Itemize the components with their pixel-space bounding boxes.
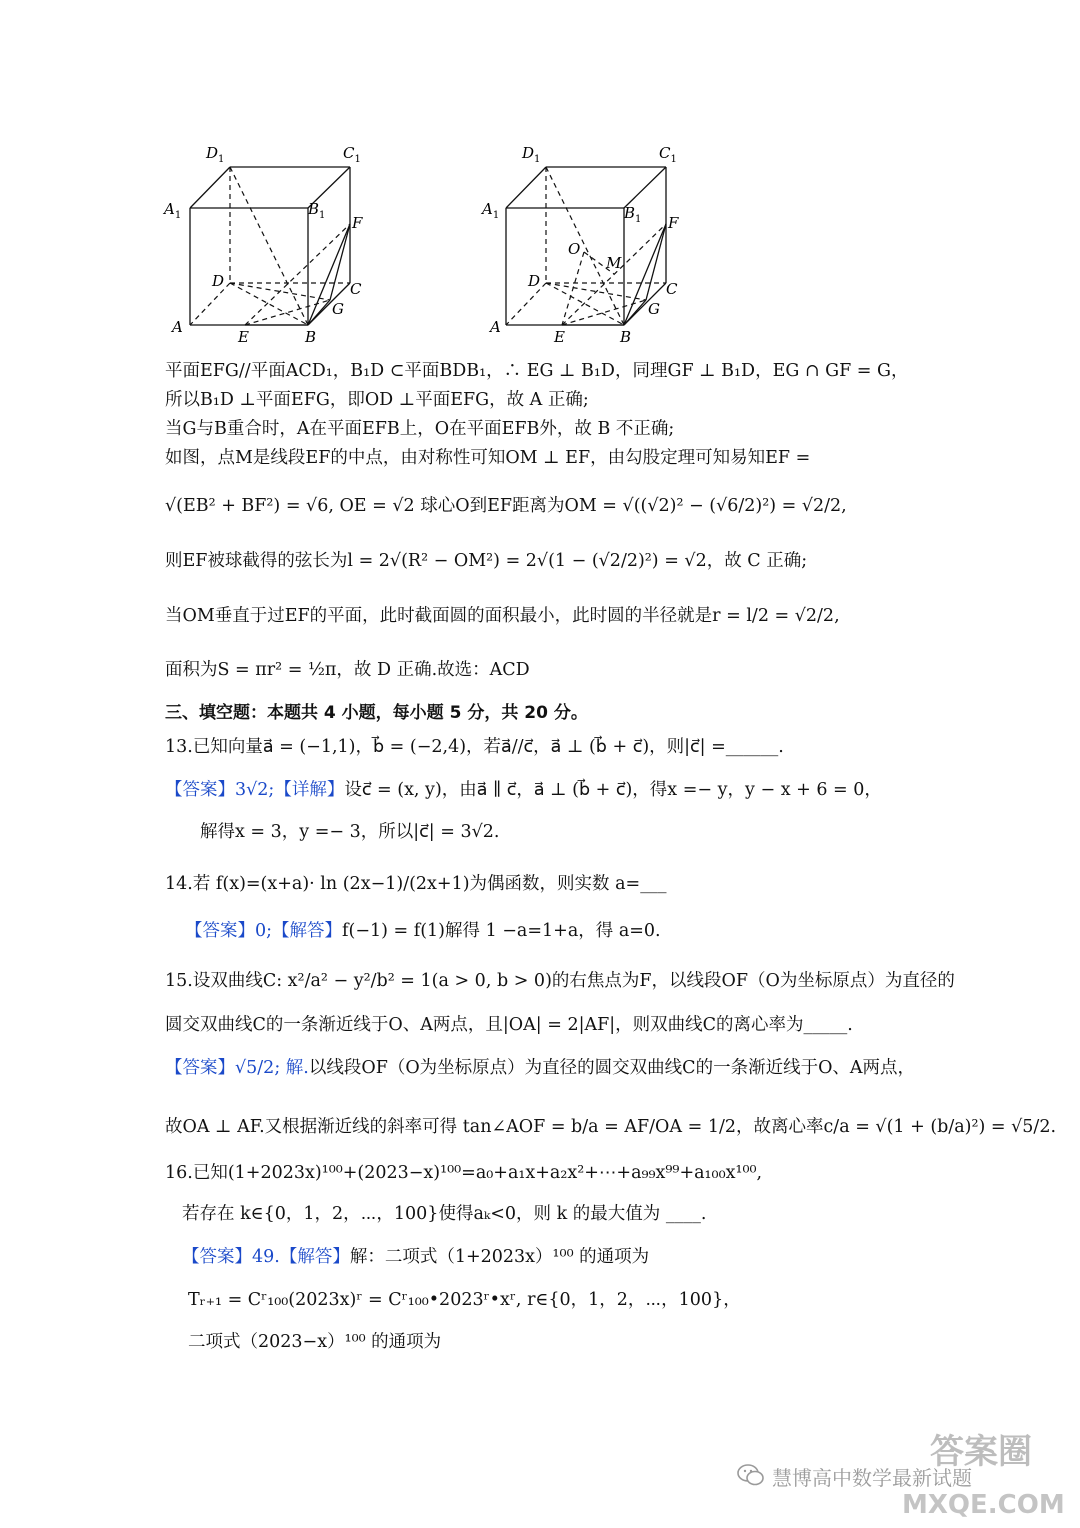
answer-16-line-2: Tᵣ₊₁ = Cʳ₁₀₀(2023x)ʳ = Cʳ₁₀₀•2023ʳ•xʳ, r∈{0，1，2，⋯，100}，: [188, 1290, 741, 1310]
answer-13-line-2: 解得x = 3，y =− 3，所以|c⃗| = 3√2.: [200, 822, 500, 842]
label-A1: $A_1$: [482, 200, 500, 221]
label-D: D: [212, 272, 225, 290]
solution-line-7: 当OM垂直于过EF的平面，此时截面圆的面积最小，此时圆的半径就是r = l/2 = √2/2,: [165, 606, 840, 626]
question-16-line-1: 16.已知(1+2023x)¹⁰⁰+(2023−x)¹⁰⁰=a₀+a₁x+a₂x²+⋯+a₉₉x⁹⁹+a₁₀₀x¹⁰⁰,: [165, 1163, 763, 1183]
label-B1: $B_1$: [624, 204, 642, 225]
label-D1: $D_1$: [206, 144, 225, 165]
label-D1: $D_1$: [522, 144, 541, 165]
label-E: E: [238, 328, 249, 345]
label-F: F: [352, 214, 363, 232]
label-C: C: [666, 280, 678, 298]
watermark-logo: 答案圈: [930, 1432, 1032, 1472]
answer-16-line-3: 二项式（2023−x）¹⁰⁰ 的通项为: [188, 1332, 442, 1352]
solution-line-4: 如图，点M是线段EF的中点，由对称性可知OM ⊥ EF，由勾股定理可知易知EF =: [165, 448, 811, 468]
answer-text: f(−1) = f(1)解得 1 −a=1+a，得 a=0.: [342, 921, 661, 941]
answer-14: [185, 919, 661, 943]
answer-tag: 【答案】0;【解答】: [185, 921, 343, 941]
label-B: B: [620, 328, 632, 345]
label-C1: $C_1$: [659, 144, 677, 165]
label-C1: $C_1$: [343, 144, 361, 165]
label-A1: $A_1$: [164, 200, 182, 221]
watermark-site: MXQE.COM: [902, 1490, 1065, 1520]
solution-line-8: 面积为S = πr² = ½π，故 D 正确.故选：ACD: [165, 660, 530, 680]
answer-16: [182, 1245, 649, 1269]
answer-text: 解：二项式（1+2023x）¹⁰⁰ 的通项为: [349, 1247, 650, 1267]
wechat-icon: [736, 1462, 766, 1488]
label-G: G: [332, 300, 344, 318]
label-G: G: [648, 300, 660, 318]
answer-text: 设c⃗ = (x, y)，由a⃗ ∥ c⃗，a⃗ ⊥ (b⃗ + c⃗)，得x =− y，y − x + 6 = 0，: [344, 780, 882, 800]
label-B1: $B_1$: [308, 200, 326, 221]
cube-figure-right: [478, 140, 698, 345]
question-14: 14.若 f(x)=(x+a)· ln (2x−1)/(2x+1)为偶函数，则实数 a=___: [165, 874, 667, 894]
label-D: D: [528, 272, 541, 290]
watermark-text: 慧博高中数学最新试题: [772, 1466, 972, 1490]
solution-line-6: 则EF被球截得的弦长为l = 2√(R² − OM²) = 2√(1 − (√2/2)²) = √2，故 C 正确;: [165, 551, 808, 571]
solution-line-2: 所以B₁D ⊥平面EFG，即OD ⊥平面EFG，故 A 正确;: [165, 390, 589, 410]
answer-13: [165, 778, 882, 802]
label-A: A: [172, 318, 183, 336]
answer-tag: 【答案】√5/2; 解.: [165, 1058, 309, 1078]
section-heading: 三、填空题：本题共 4 小题，每小题 5 分，共 20 分。: [165, 703, 588, 723]
label-C: C: [350, 280, 362, 298]
answer-text: 以线段OF（O为坐标原点）为直径的圆交双曲线C的一条渐近线于O、A两点，: [308, 1058, 916, 1078]
label-B: B: [305, 328, 317, 345]
question-16-line-2: 若存在 k∈{0，1，2，⋯，100}使得aₖ<0，则 k 的最大值为 ____.: [182, 1204, 707, 1224]
solution-line-5: √(EB² + BF²) = √6, OE = √2 球心O到EF距离为OM = √((√2)² − (√6/2)²) = √2/2,: [165, 496, 847, 516]
solution-line-1: 平面EFG//平面ACD₁，B₁D ⊂平面BDB₁，∴ EG ⊥ B₁D，同理GF ⊥ B₁D，EG ∩ GF = G，: [165, 361, 909, 381]
answer-tag: 【答案】49.【解答】: [182, 1247, 350, 1267]
label-A: A: [490, 318, 501, 336]
label-O: O: [568, 240, 581, 258]
question-13: 13.已知向量a⃗ = (−1,1)，b⃗ = (−2,4)，若a⃗//c⃗，a⃗ ⊥ (b⃗ + c⃗)，则|c⃗| =______.: [165, 737, 784, 757]
solution-line-3: 当G与B重合时，A在平面EFB上，O在平面EFB外，故 B 不正确;: [165, 419, 675, 439]
question-15-line-2: 圆交双曲线C的一条渐近线于O、A两点，且|OA| = 2|AF|，则双曲线C的离心率为_____.: [165, 1015, 853, 1035]
question-15-line-1: 15.设双曲线C: x²/a² − y²/b² = 1(a > 0, b > 0)的右焦点为F，以线段OF（O为坐标原点）为直径的: [165, 971, 955, 991]
answer-15: [165, 1056, 915, 1080]
label-M: M: [606, 254, 622, 272]
label-E: E: [554, 328, 565, 345]
answer-tag: 【答案】3√2;【详解】: [165, 780, 345, 800]
label-F: F: [668, 214, 679, 232]
cube-figure-left: [160, 140, 380, 345]
answer-15-line-2: 故OA ⊥ AF.又根据渐近线的斜率可得 tan∠AOF = b/a = AF/OA = 1/2，故离心率c/a = √(1 + (b/a)²) = √5/2.: [165, 1117, 1057, 1137]
